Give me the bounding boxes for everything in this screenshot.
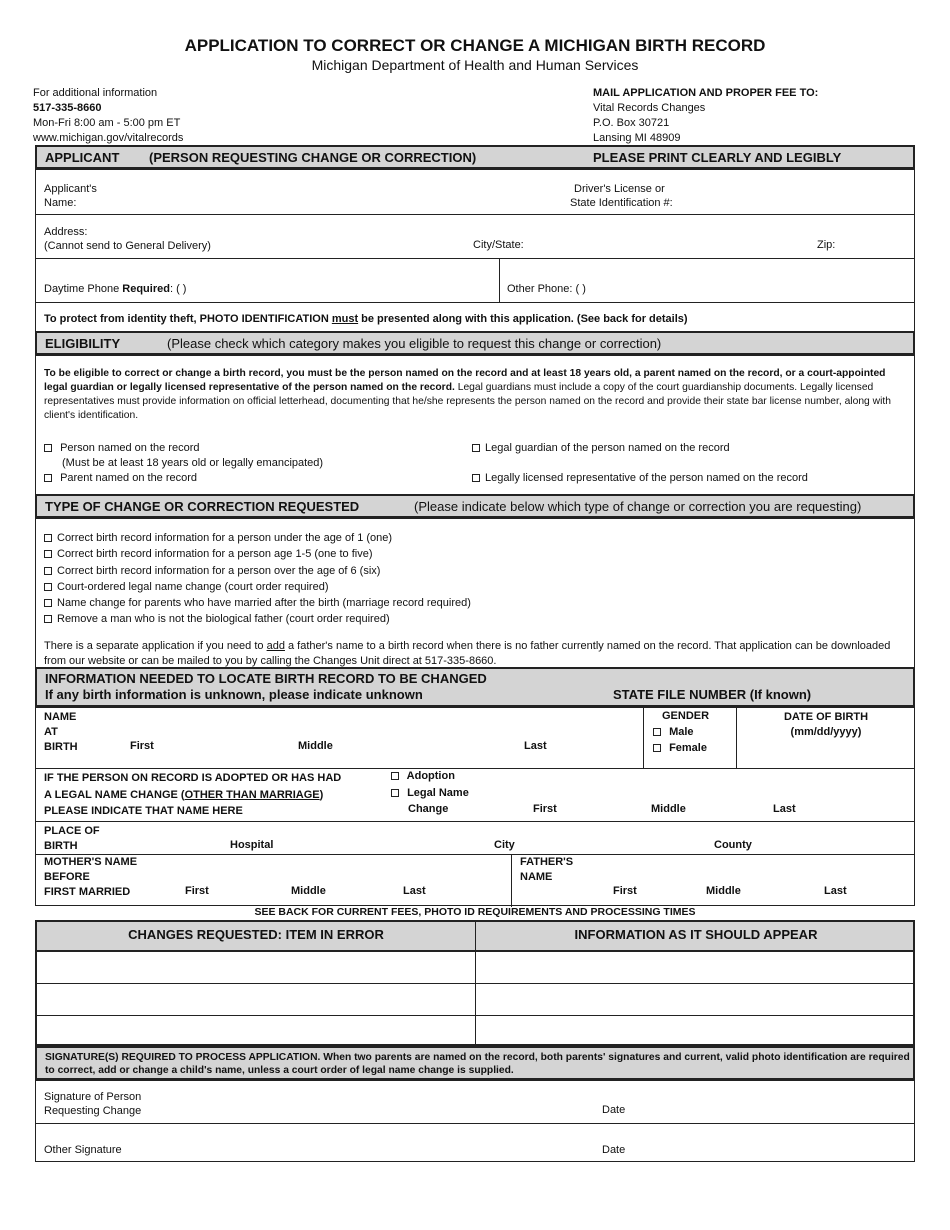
change-option[interactable]: [44, 546, 471, 562]
label: Driver's License or: [574, 183, 665, 195]
first-label: First: [185, 885, 209, 897]
change-row-1-correct[interactable]: [479, 953, 911, 981]
applicant-header-sub: (PERSON REQUESTING CHANGE OR CORRECTION): [149, 150, 477, 165]
contact-phone: 517-335-8660: [33, 102, 102, 114]
applicant-header: [35, 145, 915, 169]
place-of-birth-label: [44, 824, 100, 854]
checkbox[interactable]: [44, 599, 52, 607]
checkbox[interactable]: [44, 615, 52, 623]
label: Male: [669, 726, 694, 738]
label: Court-ordered legal name change (court order required): [57, 580, 329, 593]
checkbox[interactable]: [391, 772, 399, 780]
page-title: APPLICATION TO CORRECT OR CHANGE A MICHIGAN BIRTH RECORD: [184, 36, 766, 55]
change-option[interactable]: [44, 563, 471, 579]
father-note: [44, 639, 908, 669]
mail-line: P.O. Box 30721: [593, 117, 670, 129]
change-option[interactable]: [44, 530, 471, 546]
address-label: [44, 225, 211, 253]
col-should-appear: INFORMATION AS IT SHOULD APPEAR: [574, 927, 818, 942]
last-label: Last: [824, 885, 847, 897]
applicant-name-label: [44, 182, 97, 210]
label: Signature of Person: [44, 1091, 142, 1103]
label: Name:: [44, 197, 77, 209]
change-body: [35, 518, 915, 668]
page-subtitle: Michigan Department of Health and Human Services: [311, 57, 639, 73]
label: Legal Name: [407, 787, 469, 799]
text: must: [331, 313, 359, 325]
label: [44, 787, 341, 804]
hospital-label: Hospital: [230, 839, 274, 851]
applicant-header-title: APPLICANT: [45, 150, 120, 165]
label: Correct birth record information for a person age 1-5 (one to five): [57, 548, 373, 561]
mail-line: Lansing MI 48909: [593, 132, 681, 144]
label: Adoption: [406, 770, 455, 782]
adoption-label: [44, 770, 341, 820]
text: Legal guardians must include a copy of the court guardianship documents. Legally licensed representatives must provide information on official letterhead, documenting that he/she represents the person named on the record and provide their state bar license number, along with client's identification.: [44, 382, 891, 421]
change-option[interactable]: [44, 611, 471, 627]
county-label: County: [714, 839, 752, 851]
label: FATHER'S: [520, 856, 574, 868]
mail-heading: MAIL APPLICATION AND PROPER FEE TO:: [593, 87, 819, 99]
label: Daytime Phone: [44, 283, 120, 295]
label: Parent named on the record: [60, 472, 198, 484]
mail-line: Vital Records Changes: [593, 102, 706, 114]
change-options: [44, 530, 471, 628]
mother-name-label: [44, 855, 137, 900]
checkbox[interactable]: [44, 567, 52, 575]
checkbox[interactable]: [44, 550, 52, 558]
text: be presented along with this application. (See back for details): [358, 313, 688, 325]
last-label: Last: [403, 885, 426, 897]
eligibility-body: [35, 355, 915, 495]
text: ): [319, 788, 324, 801]
label: State Identification #:: [570, 197, 673, 209]
change-title: TYPE OF CHANGE OR CORRECTION REQUESTED: [45, 499, 360, 514]
middle-label: Middle: [298, 740, 333, 752]
change-option[interactable]: [44, 595, 471, 611]
change-row-2-correct[interactable]: [479, 985, 911, 1013]
label: : ( ): [169, 283, 187, 295]
signature-header: [35, 1046, 915, 1080]
label: Address:: [44, 226, 88, 238]
text: a father's name to a birth record when there is no father currently named on the record. That application can be downloaded from our website or can be mailed to you by calling the Changes Unit direct at 517-335-8660.: [44, 640, 891, 667]
mail-info: [593, 86, 818, 146]
checkbox[interactable]: [44, 444, 52, 452]
daytime-phone-label: [44, 283, 186, 295]
adoption-option[interactable]: [391, 770, 455, 782]
middle-label: Middle: [291, 885, 326, 897]
checkbox[interactable]: [391, 789, 399, 797]
print-clearly: PLEASE PRINT CLEARLY AND LEGIBLY: [593, 150, 842, 165]
change-row-3-correct[interactable]: [479, 1017, 911, 1043]
dl-label: [570, 182, 673, 210]
label: FIRST MARRIED: [44, 886, 131, 898]
label: PLACE OF: [44, 825, 100, 837]
date-label: Date: [602, 1144, 626, 1156]
first-label: First: [613, 885, 637, 897]
date-label: Date: [602, 1104, 626, 1116]
change-option[interactable]: [44, 579, 471, 595]
label: Applicant's: [44, 183, 97, 195]
label: Remove a man who is not the biological father (court order required): [57, 613, 390, 626]
eligibility-sub: (Please check which category makes you eligible to request this change or correction): [167, 336, 662, 351]
text: add: [266, 640, 285, 652]
contact-hours: Mon-Fri 8:00 am - 5:00 pm ET: [33, 117, 181, 129]
label: Name change for parents who have married after the birth (marriage record required): [57, 597, 471, 610]
contact-web[interactable]: www.michigan.gov/vitalrecords: [33, 132, 184, 144]
label: BIRTH: [44, 840, 78, 852]
see-back-notice: SEE BACK FOR CURRENT FEES, PHOTO ID REQUIREMENTS AND PROCESSING TIMES: [254, 906, 696, 918]
info-header: [35, 667, 915, 707]
label: DATE OF BIRTH: [783, 711, 869, 723]
gender-label: GENDER: [662, 710, 710, 722]
label: NAME: [520, 871, 553, 883]
text: A LEGAL NAME CHANGE (: [44, 788, 185, 801]
info-title: INFORMATION NEEDED TO LOCATE BIRTH RECORD TO BE CHANGED: [45, 671, 487, 686]
state-file-number-label: STATE FILE NUMBER (If known): [613, 687, 812, 702]
father-name-label: [520, 855, 573, 885]
label: Correct birth record information for a person over the age of 6 (six): [57, 564, 381, 577]
info-subtitle: If any birth information is unknown, please indicate unknown: [45, 687, 423, 702]
checkbox[interactable]: [44, 583, 52, 591]
middle-label: Middle: [651, 803, 686, 815]
label: AT: [44, 726, 58, 738]
signature-person-label: [44, 1090, 141, 1118]
eligibility-note: (Must be at least 18 years old or legally emancipated): [62, 457, 324, 469]
other-signature-label: Other Signature: [44, 1144, 122, 1156]
city-label: City: [494, 839, 515, 851]
label: PLEASE INDICATE THAT NAME HERE: [44, 805, 243, 817]
label: Correct birth record information for a person under the age of 1 (one): [57, 532, 393, 544]
last-label: Last: [524, 740, 547, 752]
label: MOTHER'S NAME: [44, 856, 138, 868]
city-label: City/State:: [473, 239, 524, 251]
last-label: Last: [773, 803, 796, 815]
checkbox[interactable]: [653, 728, 661, 736]
change-header: [35, 494, 915, 518]
eligibility-title: ELIGIBILITY: [45, 336, 121, 351]
label: Requesting Change: [44, 1105, 142, 1117]
info-table: [35, 707, 915, 906]
eligibility-header: [35, 331, 915, 355]
gender-male[interactable]: [653, 726, 694, 738]
eligibility-option-representative[interactable]: [472, 472, 808, 484]
text: OTHER THAN MARRIAGE: [184, 788, 320, 801]
eligibility-option-guardian[interactable]: [472, 442, 730, 454]
signature-other-field[interactable]: [161, 1126, 591, 1160]
label: BEFORE: [44, 871, 90, 883]
label: IF THE PERSON ON RECORD IS ADOPTED OR HAS HAD: [44, 772, 342, 784]
signature-fields: [35, 1080, 915, 1162]
signature-notice: SIGNATURE(S) REQUIRED TO PROCESS APPLICATION. When two parents are named on the record, both parents' signatures and current, valid photo identification are required to correct, add or change a child's name, unless a court order of legal name change is supplied.: [45, 1052, 910, 1076]
contact-info: [33, 86, 183, 146]
first-label: First: [130, 740, 154, 752]
name-at-birth-label: [44, 710, 78, 755]
eligibility-option-person[interactable]: [44, 442, 199, 454]
gender-female[interactable]: [653, 742, 707, 754]
text: To be eligible to correct or change a birth record, you must be the person named on the record and at least 18 years old, a parent named on the record, or a court-appointed legal guardian or legally licensed representative of the person named on the record.: [44, 368, 886, 393]
dob-label: [736, 710, 916, 740]
other-phone-label: Other Phone: ( ): [507, 283, 586, 295]
label: (Cannot send to General Delivery): [44, 240, 211, 252]
change-row-2-error[interactable]: [39, 985, 473, 1013]
text: To protect from identity theft, PHOTO IDENTIFICATION: [44, 313, 332, 325]
label: BIRTH: [44, 741, 78, 753]
label: Female: [669, 742, 707, 754]
change-sub: (Please indicate below which type of change or correction you are requesting): [414, 499, 862, 514]
middle-label: Middle: [706, 885, 741, 897]
label: Legal guardian of the person named on the record: [485, 442, 730, 454]
signature-person-field[interactable]: [161, 1083, 591, 1121]
change-word: Change: [408, 803, 449, 815]
contact-line: For additional information: [33, 87, 158, 99]
label: NAME: [44, 711, 77, 723]
checkbox[interactable]: [44, 534, 52, 542]
eligibility-paragraph: [44, 367, 910, 423]
checkbox[interactable]: [44, 474, 52, 482]
photo-id-notice: [44, 313, 688, 325]
label: (mm/dd/yyyy): [790, 726, 862, 738]
checkbox[interactable]: [653, 744, 661, 752]
legal-name-option[interactable]: [391, 787, 469, 799]
col-item-in-error: CHANGES REQUESTED: ITEM IN ERROR: [128, 927, 384, 942]
applicant-fields: [35, 169, 915, 332]
zip-label: Zip:: [817, 239, 836, 251]
first-label: First: [533, 803, 557, 815]
label: Legally licensed representative of the person named on the record: [485, 472, 808, 484]
label: Required: [122, 283, 170, 295]
checkbox[interactable]: [472, 474, 480, 482]
text: There is a separate application if you need to: [44, 640, 267, 652]
change-row-1-error[interactable]: [39, 953, 473, 981]
eligibility-option-parent[interactable]: [44, 472, 197, 484]
checkbox[interactable]: [472, 444, 480, 452]
label: Person named on the record: [60, 442, 200, 454]
changes-table: [35, 920, 915, 1046]
change-row-3-error[interactable]: [39, 1017, 473, 1043]
